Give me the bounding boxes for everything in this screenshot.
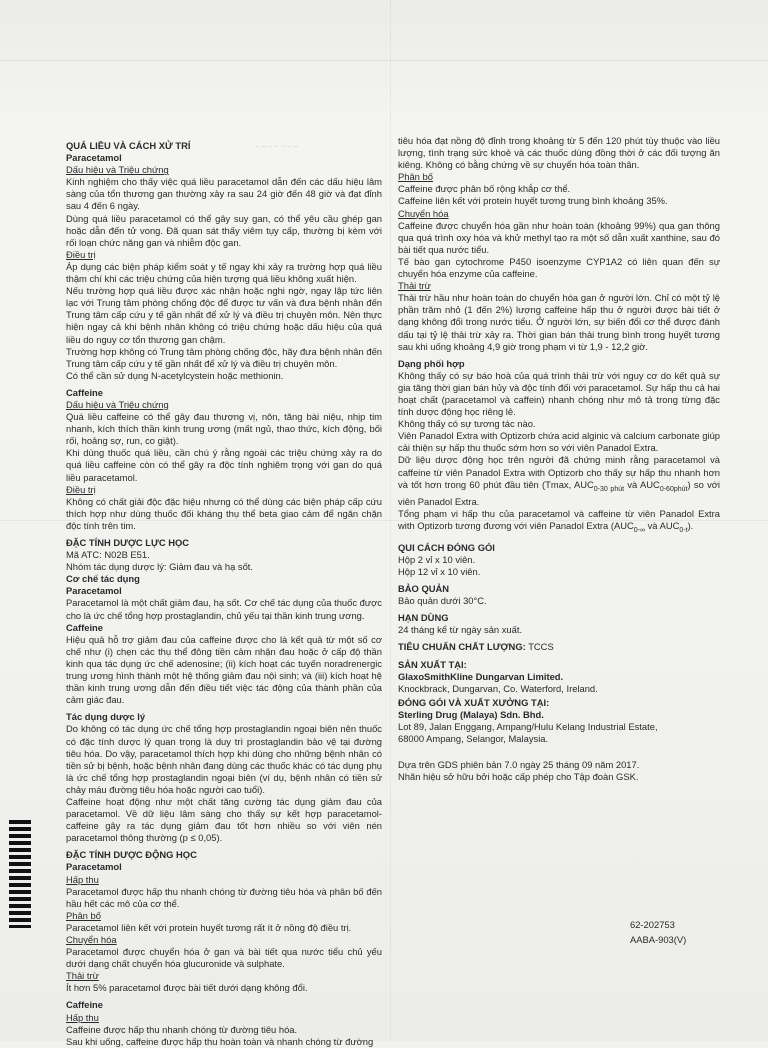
overdose-heading: QUÁ LIỀU VÀ CÁCH XỬ TRÍ [66, 140, 191, 151]
pharmacodynamics-heading: ĐẶC TÍNH DƯỢC LỰC HỌC [66, 537, 190, 548]
atc-code: Mã ATC: N02B E51. [66, 549, 150, 561]
paragraph: Tế bào gan cytochrome P450 isoenzyme CYP1A2 có liên quan đến sự chuyển hóa enzyme của caffeine. [398, 255, 720, 280]
barcode [9, 820, 31, 928]
pk-caffeine-elimination-label: Thải trừ [398, 280, 431, 292]
text-run: Tổng phạm vi hấp thu của paracetamol và caffeine từ viên Panadol Extra with Optizorb tương đương với viên Panadol Extra (AUC [398, 507, 720, 531]
document-code: AABA-903(V) [630, 934, 687, 945]
overdose-caffeine-signs-label: Dấu hiệu và Triệu chứng [66, 398, 169, 410]
subscript: 0-∞ [633, 526, 645, 534]
mechanism-caffeine-title: Caffeine [66, 621, 103, 633]
paragraph: Caffeine được chuyển hóa gần như hoàn toàn (khoảng 99%) qua gan thông qua quá trình oxy hóa và khử methyl tạo ra một số dẫn xuất xanthine, sau đó bài tiết qua nước tiểu. [398, 219, 720, 255]
text-run: ) so với viên Panadol Extra. [398, 478, 720, 507]
subscript: 0-t [679, 526, 688, 534]
packaging-line: Hộp 2 vỉ x 10 viên. [398, 553, 476, 565]
paragraph: Sau khi uống, caffeine được hấp thu hoàn toàn và nhanh chóng từ đường [66, 1035, 374, 1047]
manufacturer-address: Knockbrack, Dungarvan, Co. Waterford, Ireland. [398, 682, 598, 694]
storage-text: Bảo quản dưới 30°C. [398, 595, 487, 607]
document-codes [630, 917, 686, 947]
pk-distribution-label: Phân bố [66, 909, 101, 921]
paragraph: Caffeine được hấp thu nhanh chóng từ đường tiêu hóa. [66, 1023, 298, 1035]
right-column [398, 135, 720, 783]
quality-standard [398, 641, 720, 653]
paragraph: Paracetamol được hấp thu nhanh chóng từ đường tiêu hóa và phân bố đến hầu hết các mô của cơ thể. [66, 885, 382, 909]
packer-name: Sterling Drug (Malaya) Sdn. Bhd. [398, 708, 544, 720]
packer-address: Lot 89, Jalan Enggang, Ampang/Hulu Kelang Industrial Estate, [398, 720, 658, 732]
packer-title: ĐÓNG GÓI VÀ XUẤT XƯỞNG TẠI: [398, 696, 550, 708]
paragraph: Không có chất giải độc đặc hiệu nhưng có thể dùng các biện pháp cấp cứu thích hợp như dùng thuốc đối kháng thụ thể beta giao cảm để ngăn chặn độc tính trên tim. [66, 495, 382, 531]
bleed-through-text: ~ ~ ~ ~ ~ ~ ~ [255, 142, 299, 151]
pharmacological-group: Nhóm tác dụng dược lý: Giảm đau và hạ sốt. [66, 561, 253, 573]
pk-absorption-label: Hấp thu [66, 873, 99, 885]
paragraph: Paracetamol được chuyển hóa ở gan và bài tiết qua nước tiểu chủ yếu dưới dạng chất chuyển hóa glucuronide và sulphate. [66, 946, 382, 970]
paragraph: Nếu trường hợp quá liều được xác nhận hoặc nghi ngờ, ngay lập tức liên lạc với Trung tâm phòng chống độc để được tư vấn và đưa bệnh nhân đến Trung tâm cấp cứu y tế gần nhất để xử lý và điều trị chuyên môn. Nên thực hiện ngay cả khi bệnh nhân không có triệu chứng hoặc dấu hiệu của quá liều do nguy cơ tổn thương gan chậm. [66, 285, 382, 345]
expiry-text: 24 tháng kể từ ngày sản xuất. [398, 624, 523, 636]
manufacturer-name: GlaxoSmithKline Dungarvan Limited. [398, 670, 564, 682]
pk-caffeine-distribution-label: Phân bố [398, 171, 433, 183]
text-run: ). [687, 519, 694, 531]
quality-standard-value: TCCS [528, 641, 554, 653]
paragraph: Caffeine được phân bố rộng khắp cơ thể. [398, 183, 571, 195]
paragraph: Quá liều caffeine có thể gây đau thượng vị, nôn, tăng bài niệu, nhịp tim nhanh, kích thích thần kinh trung ương (mất ngủ, thao thức, kích động, bối rối, hoảng sợ, run, co giật). [66, 411, 382, 447]
text-run: Dữ liệu dược động học trên người đã chứng minh rằng paracetamol và caffeine từ viên Panadol Extra with Optizorb cho thấy sự hấp thu nhanh hơn và tốt hơn trong 60 phút đầu tiên (Tmax, AUC [398, 454, 720, 490]
paragraph: Hiệu quả hỗ trợ giảm đau của caffeine được cho là kết quả từ một số cơ chế như (i) chẹn các thụ thể đông tiền cảm nhận đau hoặc ở cấp độ thần kinh qua tác dụng ức chế adenosine; (ii) kích hoạt các tuyến noradrenergic trung ương hình thành một hệ thống giảm đau nội sinh; và (iii) kích hoạt hệ thần kinh trung ương dẫn đến điều tiết việc tác động của thành phần của cảm giác đau. [66, 633, 382, 706]
paragraph: Caffeine liên kết với protein huyết tương trung bình khoảng 35%. [398, 195, 668, 207]
paragraph [398, 454, 720, 507]
quality-standard-label: TIÊU CHUẨN CHẤT LƯỢNG: [398, 641, 526, 653]
text-run: và AUC [645, 519, 680, 531]
packaging-title: QUI CÁCH ĐÓNG GÓI [398, 541, 495, 553]
pk-caffeine-absorption-label: Hấp thu [66, 1011, 99, 1023]
paragraph [398, 508, 720, 537]
paragraph: Khi dùng thuốc quá liều, cần chú ý rằng ngoài các triệu chứng xảy ra do quá liều caffeine còn có thể gây ra độc tính nghiêm trọng với gan do quá liều paracetamol. [66, 447, 382, 483]
text-run: và AUC [624, 478, 660, 490]
combination-title: Dạng phối hợp [398, 357, 465, 369]
overdose-paracetamol-title: Paracetamol [66, 152, 122, 164]
paragraph: Paracetamol liên kết với protein huyết tương rất ít ở nồng độ điều trị. [66, 921, 352, 933]
pk-caffeine-metabolism-label: Chuyển hóa [398, 207, 449, 219]
paragraph: Ít hơn 5% paracetamol được bài tiết dưới dạng không đổi. [66, 982, 308, 994]
paragraph: Viên Panadol Extra with Optizorb chứa acid alginic và calcium carbonate giúp cải thiện sự hấp thu thuốc sớm hơn so với viên Panadol Extra. [398, 430, 720, 454]
mechanism-title: Cơ chế tác dụng [66, 573, 140, 585]
paragraph: Áp dụng các biện pháp kiểm soát y tế ngay khi xảy ra trường hợp quá liều thậm chí khi các triệu chứng của hiện tượng quá liều không xuất hiện. [66, 260, 382, 285]
pharmacological-effect-title: Tác dụng dược lý [66, 711, 146, 723]
mechanism-paracetamol-title: Paracetamol [66, 585, 122, 597]
paragraph: Kinh nghiệm cho thấy việc quá liều paracetamol dẫn đến các dấu hiệu lâm sàng của tổn thương gan thường xảy ra sau 24 giờ đến 48 giờ và đạt đỉnh sau 4 đến 6 ngày. [66, 176, 382, 212]
subscript: 0-30 phút [593, 485, 625, 493]
pk-caffeine-title: Caffeine [66, 999, 103, 1011]
left-column [66, 138, 382, 1048]
paragraph: Dùng quá liều paracetamol có thể gây suy gan, có thể yêu cầu ghép gan hoặc dẫn đến tử vong. Đã quan sát thấy viêm tụy cấp, thường bị kèm với rối loạn chức năng gan và nhiễm độc gan. [66, 212, 382, 248]
paragraph: Trường hợp không có Trung tâm phòng chống độc, hãy đưa bệnh nhân đến Trung tâm cấp cứu y tế gần nhất để xử lý và điều trị chuyên môn. [66, 345, 382, 369]
pk-paracetamol-title: Paracetamol [66, 861, 122, 873]
paragraph: Thải trừ hầu như hoàn toàn do chuyển hóa gan ở người lớn. Chỉ có một tỷ lệ phần trăm nhỏ (1 đến 2%) lượng caffeine hấp thu ở người được bài tiết ở dạng không đổi trong nước tiểu. Ở người lớn, sự biến đổi cơ thể được đánh dấu tại tỷ lệ thải trừ xảy ra. Thời gian bán thải trung bình trong huyết tương sau khi uống khoảng 4,9 giờ trong phạm vi từ 1,9 - 12,2 giờ. [398, 292, 720, 352]
trademark-note: Nhãn hiệu sở hữu bởi hoặc cấp phép cho Tập đoàn GSK. [398, 771, 639, 783]
paragraph: Không thấy có sự báo hoà của quá trình thải trừ với nguy cơ do kết quả sự gia tăng thời gian bán hủy và độc tính đối với paracetamol. Sự hấp thu cả hai hoạt chất (paracetamol và caffein) nhanh chóng như mô tả trong từng đặc tính dược động học riêng lẻ. [398, 369, 720, 418]
gds-note: Dựa trên GDS phiên bản 7.0 ngày 25 tháng 09 năm 2017. [398, 759, 640, 771]
document-code: 62-202753 [630, 919, 675, 930]
paragraph: Caffeine hoạt động như một chất tăng cường tác dụng giảm đau của paracetamol. Về dữ liệu lâm sàng cho thấy sự kết hợp paracetamol-caffeine gây ra tác dụng giảm đau tốt hơn nhiều so với viên nén paracetamol thông thường (p ≤ 0,05). [66, 795, 382, 844]
overdose-paracetamol-signs-label: Dấu hiệu và Triệu chứng [66, 164, 169, 176]
pharmacokinetics-heading: ĐẶC TÍNH DƯỢC ĐỘNG HỌC [66, 849, 197, 861]
paragraph: Paracetamol là một chất giảm đau, hạ sốt. Cơ chế tác dụng của thuốc được cho là ức chế tổng hợp prostaglandin, chủ yếu tại thần kinh trung ương. [66, 597, 382, 621]
fold-crease [0, 60, 768, 61]
packer-address: 68000 Ampang, Selangor, Malaysia. [398, 733, 549, 745]
packaging-line: Hộp 12 vỉ x 10 viên. [398, 565, 481, 577]
overdose-caffeine-treatment-label: Điều trị [66, 483, 96, 495]
paragraph: Có thể cần sử dụng N-acetylcystein hoặc methionin. [66, 369, 284, 381]
overdose-caffeine-title: Caffeine [66, 386, 103, 398]
paragraph: Không thấy có sự tương tác nào. [398, 418, 536, 430]
footer-notes [398, 759, 720, 783]
paragraph: Do không có tác dụng ức chế tổng hợp prostaglandin ngoại biên nên thuốc có đặc tính dược lý quan trọng là duy trì prostaglandin bảo vệ tại đường tiêu hóa. Do vậy, paracetamol thích hợp khi dùng cho những bệnh nhân có tiền sử bị bệnh, hoặc bệnh nhân đang dùng các thuốc khác có tác dụng phụ là ức chế tổng hợp prostaglandin ngoại biên (ví dụ, bệnh nhân có tiền sử chảy máu đường tiêu hóa hoặc người cao tuổi). [66, 723, 382, 795]
expiry-title: HẠN DÙNG [398, 612, 449, 624]
pk-metabolism-label: Chuyển hóa [66, 934, 117, 945]
overdose-paracetamol-treatment-label: Điều trị [66, 248, 96, 260]
fold-crease [390, 0, 391, 1041]
pk-elimination-label: Thải trừ [66, 970, 99, 982]
paragraph: tiêu hóa đạt nồng độ đỉnh trong khoảng từ 5 đến 120 phút tùy thuộc vào liều lượng, tình trạng sức khoẻ và các thuốc dùng đồng thời ở các đối tượng ăn kiêng. Không có bằng chứng về sự chuyển hóa toàn thân. [398, 135, 720, 171]
storage-title: BẢO QUẢN [398, 583, 450, 595]
manufacturer-title: SẢN XUẤT TẠI: [398, 658, 467, 670]
subscript: 0-60phút [659, 485, 688, 493]
